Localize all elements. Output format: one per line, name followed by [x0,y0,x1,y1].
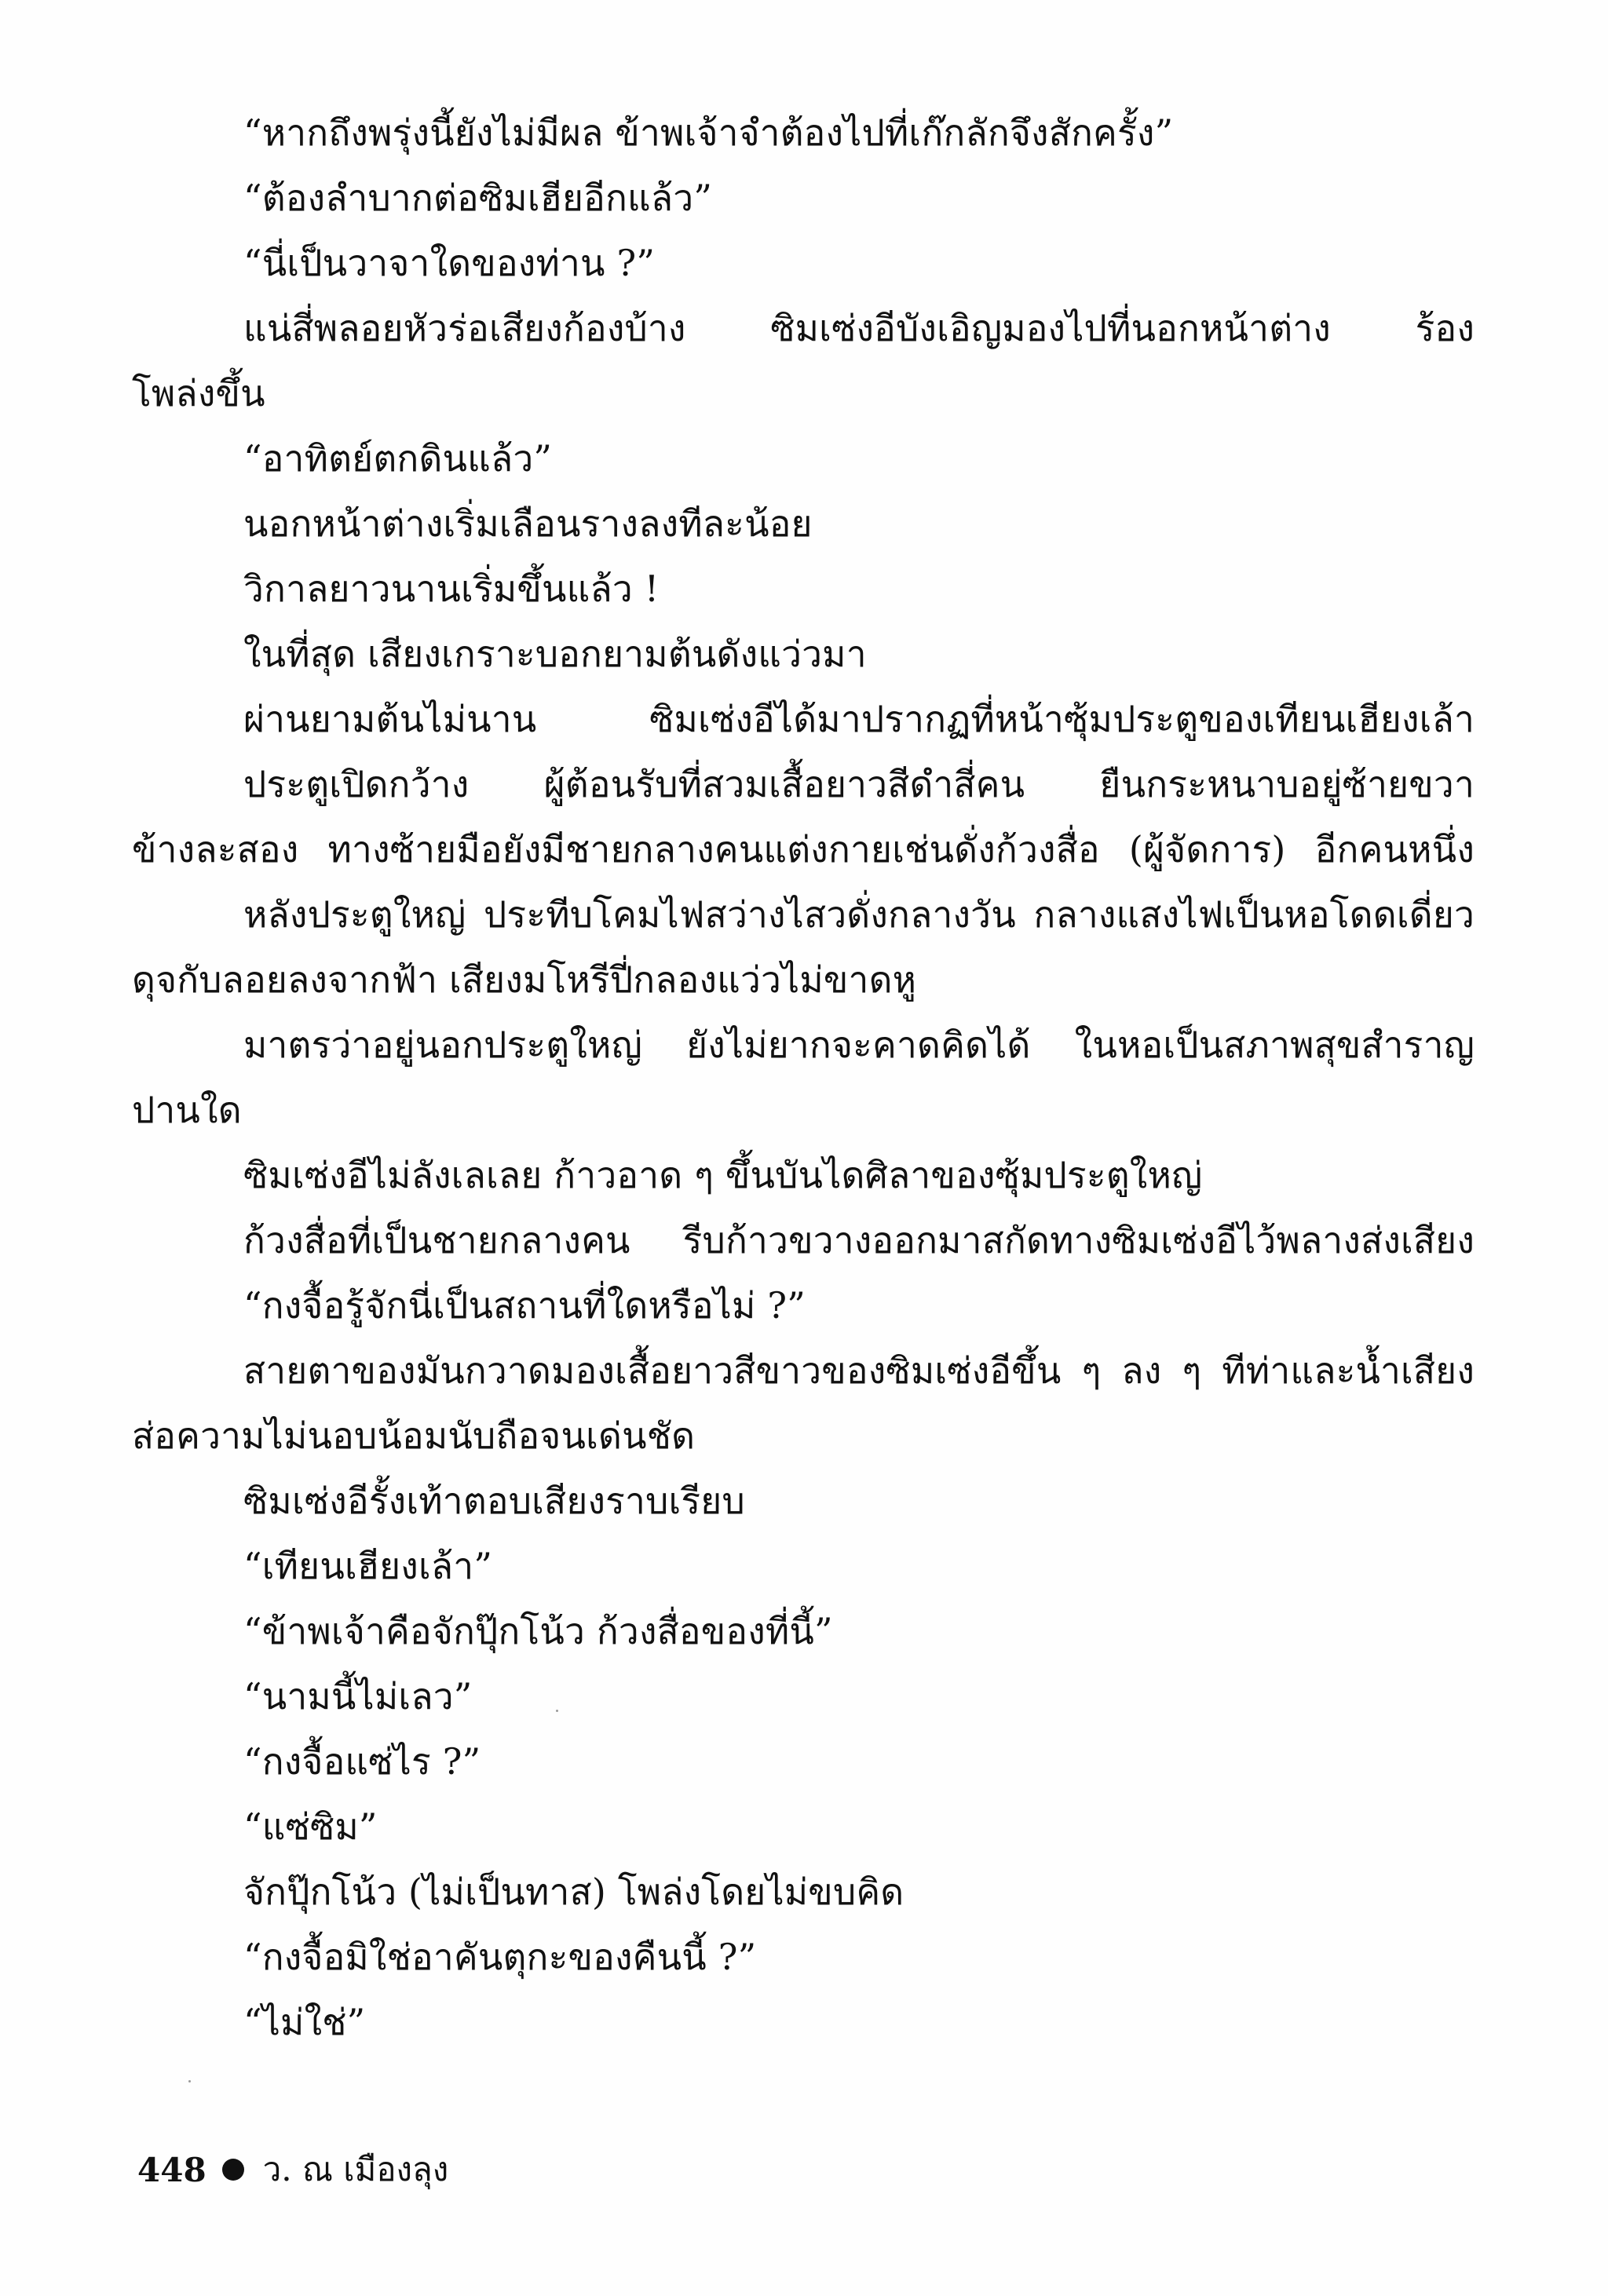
text-line: ปานใด [132,1089,242,1131]
text-line: สายตาของมันกวาดมองเสื้อยาวสีขาวของซิมเซ่งอีขึ้น ๆ ลง ๆ ทีท่าและน้ำเสียง [243,1349,1475,1392]
text-line: หลังประตูใหญ่ ประทีบโคมไฟสว่างไสวดั่งกลางวัน กลางแสงไฟเป็นหอโดดเดี่ยว [243,893,1475,936]
text-line: ซิมเซ่งอีรั้งเท้าตอบเสียงราบเรียบ [243,1480,745,1522]
text-line: ข้างละสอง ทางซ้ายมือยังมีชายกลางคนแต่งกายเช่นดั่งก้วงสื่อ (ผู้จัดการ) อีกคนหนึ่ง [132,828,1475,871]
text-line: “นามนี้ไม่เลว” [243,1675,473,1717]
body-text [132,100,1475,2055]
page-footer [137,2146,448,2193]
text-line: ก้วงสื่อที่เป็นชายกลางคน รีบก้าวขวางออกมาสกัดทางซิมเซ่งอีไว้พลางส่งเสียง [243,1219,1475,1261]
text-line: “ข้าพเจ้าคือจักปุ๊กโน้ว ก้วงสื่อของที่นี้” [243,1610,833,1652]
text-line: ในที่สุด เสียงเกราะบอกยามต้นดังแว่วมา [243,633,867,675]
scan-speck [556,1710,558,1712]
text-line: “เทียนเฮียงเล้า” [243,1545,493,1587]
text-line: ส่อความไม่นอบน้อมนับถือจนเด่นชัด [132,1414,696,1457]
text-line: “แซ่ซิม” [243,1805,378,1848]
text-line: “อาทิตย์ตกดินแล้ว” [243,437,553,480]
text-line: “ไม่ใช่” [243,2001,366,2043]
scan-speck [188,2080,191,2082]
text-line: “กงจื้อรู้จักนี่เป็นสถานที่ใดหรือไม่ ?” [243,1284,806,1327]
text-line: ดุจกับลอยลงจากฟ้า เสียงมโหรีปี่กลองแว่วไม่ขาดหู [132,958,917,1001]
page-number: 448 [137,2150,206,2189]
text-line: “ต้องลำบากต่อซิมเฮียอีกแล้ว” [243,177,713,219]
text-line: มาตรว่าอยู่นอกประตูใหญ่ ยังไม่ยากจะคาดคิดได้ ในหอเป็นสภาพสุขสำราญ [243,1024,1475,1066]
text-line: “หากถึงพรุ่งนี้ยังไม่มีผล ข้าพเจ้าจำต้องไปที่เก๊กลักจึงสักครั้ง” [243,111,1174,154]
author-name: ว. ณ เมืองลุง [262,2150,449,2188]
text-line: นอกหน้าต่างเริ่มเลือนรางลงทีละน้อย [243,502,813,545]
text-line: โพล่งขึ้น [132,372,265,414]
bullet-separator-icon [222,2159,244,2181]
text-line: “กงจื้อแซ่ไร ?” [243,1740,481,1783]
text-line: “นี่เป็นวาจาใดของท่าน ?” [243,242,656,284]
text-line: ประตูเปิดกว้าง ผู้ต้อนรับที่สวมเสื้อยาวสีดำสี่คน ยืนกระหนาบอยู่ซ้ายขวา [243,763,1475,805]
text-line: วิกาลยาวนานเริ่มขึ้นแล้ว ! [243,568,660,610]
text-line: จักปุ๊กโน้ว (ไม่เป็นทาส) โพล่งโดยไม่ขบคิด [243,1871,904,1913]
text-line: “กงจื้อมิใช่อาคันตุกะของคืนนี้ ?” [243,1936,757,1978]
text-line: ผ่านยามต้นไม่นาน ซิมเซ่งอีได้มาปรากฏที่หน้าซุ้มประตูของเทียนเฮียงเล้า [243,698,1475,740]
text-line: ซิมเซ่งอีไม่ลังเลเลย ก้าวอาด ๆ ขึ้นบันไดศิลาของซุ้มประตูใหญ่ [243,1154,1203,1196]
text-line: แน่สี่พลอยหัวร่อเสียงก้องบ้าง ซิมเซ่งอีบังเอิญมองไปที่นอกหน้าต่าง ร้อง [243,307,1475,349]
